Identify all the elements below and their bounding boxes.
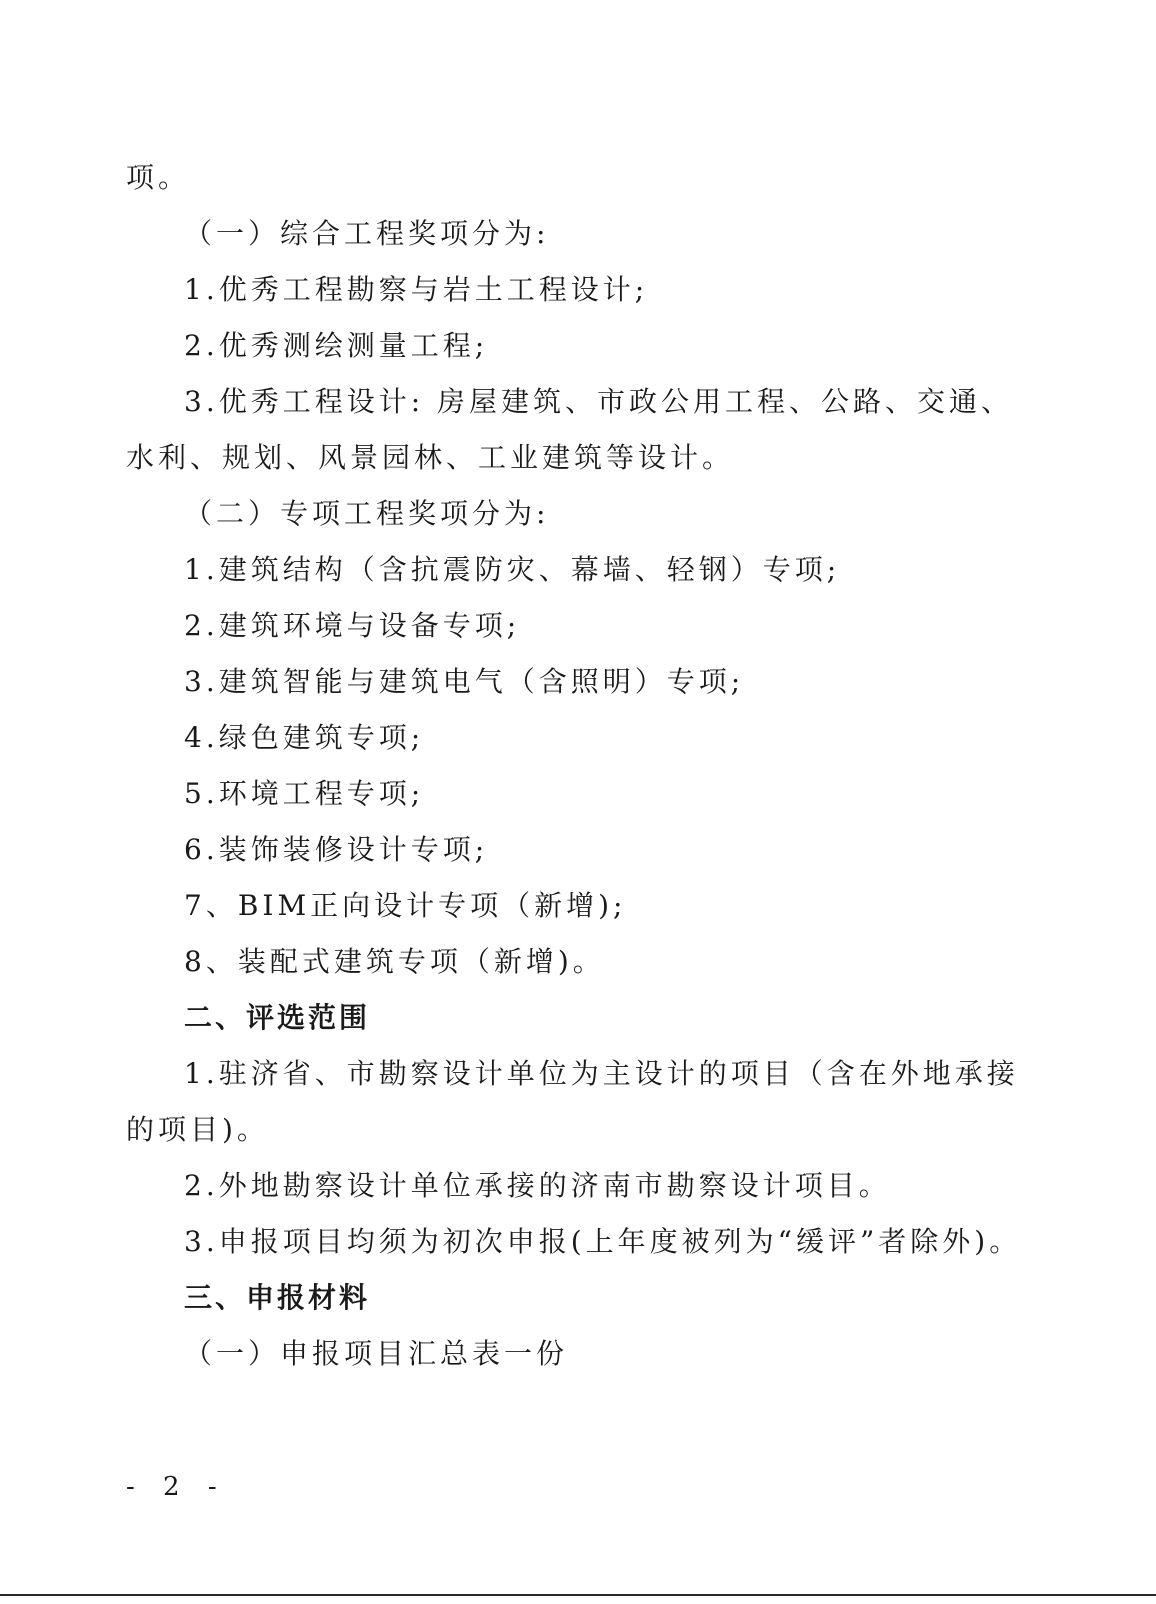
special-item-4: 4.绿色建筑专项; xyxy=(184,721,425,754)
heading-application-materials: 三、申报材料 xyxy=(184,1281,371,1314)
bottom-divider xyxy=(0,1594,1156,1596)
list-item-3: 3.优秀工程设计: 房屋建筑、市政公用工程、公路、交通、 xyxy=(184,385,1014,418)
section-heading-comprehensive-awards: （一）综合工程奖项分为: xyxy=(184,217,550,250)
section-heading-special-awards: （二）专项工程奖项分为: xyxy=(184,497,550,530)
special-item-8: 8、装配式建筑专项（新增)。 xyxy=(184,945,605,978)
special-item-6: 6.装饰装修设计专项; xyxy=(184,833,489,866)
scope-item-3: 3.申报项目均须为初次申报(上年度被列为“缓评”者除外)。 xyxy=(184,1225,1022,1258)
special-item-3: 3.建筑智能与建筑电气（含照明）专项; xyxy=(184,665,745,698)
scope-item-2: 2.外地勘察设计单位承接的济南市勘察设计项目。 xyxy=(184,1169,891,1202)
heading-evaluation-scope: 二、评选范围 xyxy=(184,1001,371,1034)
special-item-7: 7、BIM正向设计专项（新增); xyxy=(184,889,627,922)
special-item-1: 1.建筑结构（含抗震防灾、幕墙、轻钢）专项; xyxy=(184,553,841,586)
special-item-5: 5.环境工程专项; xyxy=(184,777,425,810)
text-line-continuation: 项。 xyxy=(126,161,191,194)
list-item-3-continuation: 水利、规划、风景园林、工业建筑等设计。 xyxy=(126,441,735,474)
special-item-2: 2.建筑环境与设备专项; xyxy=(184,609,521,642)
scope-item-1-continuation: 的项目)。 xyxy=(126,1113,269,1146)
page-number: - 2 - xyxy=(126,1472,227,1502)
materials-item-1: （一）申报项目汇总表一份 xyxy=(184,1337,569,1370)
list-item-1: 1.优秀工程勘察与岩土工程设计; xyxy=(184,273,649,306)
list-item-2: 2.优秀测绘测量工程; xyxy=(184,329,489,362)
scope-item-1: 1.驻济省、市勘察设计单位为主设计的项目（含在外地承接 xyxy=(184,1057,1019,1090)
